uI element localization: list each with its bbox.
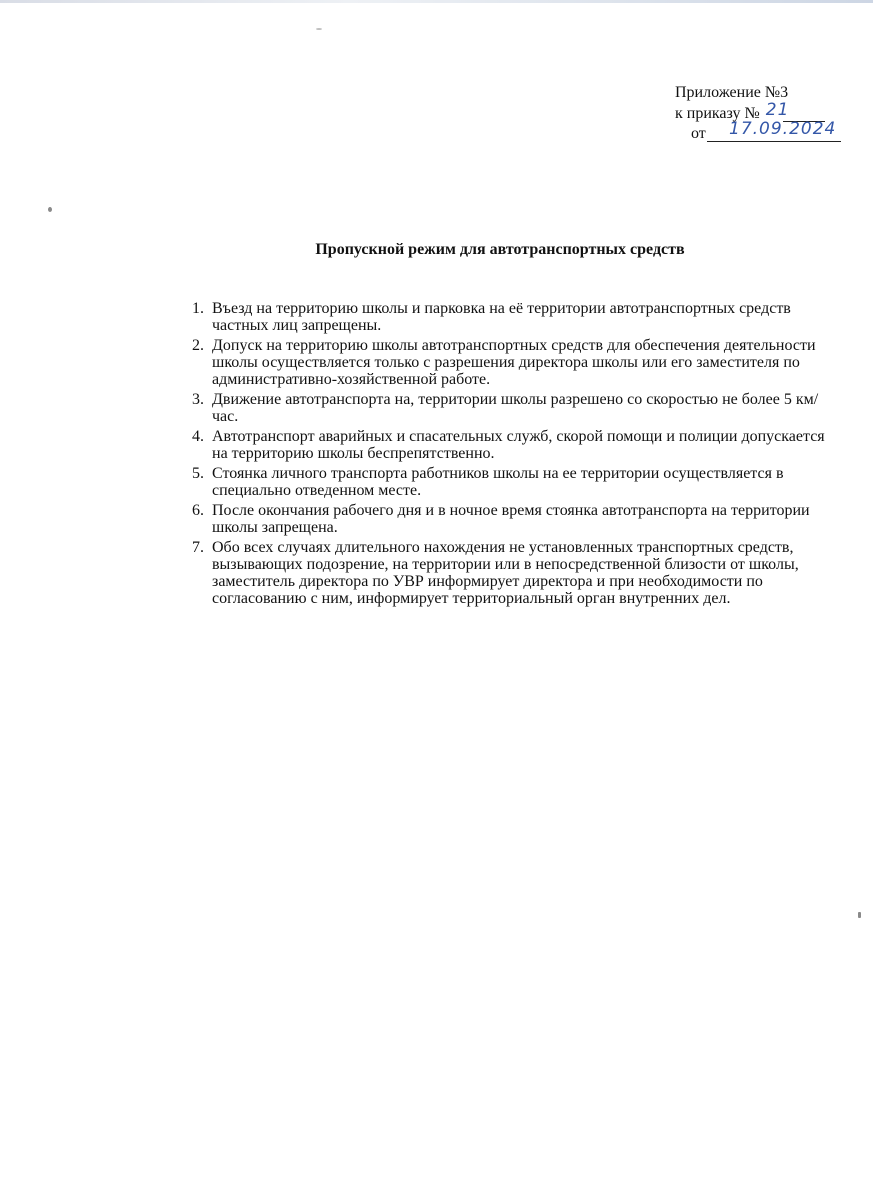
- scan-edge: [0, 0, 873, 3]
- rule-text: Стоянка личного транспорта работников школы на ее территории осуществляется в специально отведенном месте.: [212, 465, 784, 499]
- rule-text: Обо всех случаях длительного нахождения не установленных транспортных средств, вызывающих подозрение, на территории или в непосредственной близости от школы, заместитель директора по УВР информирует директора и при необходимости по согласованию с ним, информирует территориальный орган внутренних дел.: [212, 539, 799, 607]
- rule-number: 3.: [192, 391, 204, 408]
- rule-item: [192, 465, 842, 499]
- rules-list: [192, 300, 842, 610]
- rule-text: Въезд на территорию школы и парковка на её территории автотранспортных средств частных лиц запрещены.: [212, 300, 791, 334]
- date-line: [675, 119, 865, 143]
- date-underline: [707, 141, 841, 142]
- order-prefix: к приказу №: [675, 105, 760, 122]
- rule-number: 5.: [192, 465, 204, 482]
- scan-speck: [858, 912, 861, 918]
- rule-number: 4.: [192, 428, 204, 445]
- document-title: Пропускной режим для автотранспортных средств: [315, 241, 685, 258]
- appendix-header: [675, 83, 865, 143]
- rule-text: После окончания рабочего дня и в ночное время стоянка автотранспорта на территории школы запрещена.: [212, 502, 810, 536]
- appendix-label: Приложение №3: [675, 84, 789, 101]
- rule-item: [192, 502, 842, 536]
- scan-speck: [48, 207, 52, 212]
- rule-text: Допуск на территорию школы автотранспортных средств для обеспечения деятельности школы осуществляется только с разрешения директора школы или его заместителя по административно-хозяйственной работе.: [212, 337, 816, 388]
- rule-text: Автотранспорт аварийных и спасательных служб, скорой помощи и полиции допускается на территорию школы беспрепятственно.: [212, 428, 825, 462]
- rule-item: [192, 300, 842, 334]
- rule-item: [192, 428, 842, 462]
- order-date: 17.09.2024: [729, 119, 837, 139]
- scan-speck: [316, 28, 322, 30]
- rule-item: [192, 391, 842, 425]
- rule-number: 6.: [192, 502, 204, 519]
- rule-number: 2.: [192, 337, 204, 354]
- rule-item: [192, 337, 842, 388]
- rule-number: 1.: [192, 300, 204, 317]
- order-number: 21: [765, 100, 790, 120]
- rule-text: Движение автотранспорта на, территории школы разрешено со скоростью не более 5 км/час.: [212, 391, 819, 425]
- date-prefix: от: [691, 125, 706, 142]
- rule-item: [192, 539, 842, 607]
- rule-number: 7.: [192, 539, 204, 556]
